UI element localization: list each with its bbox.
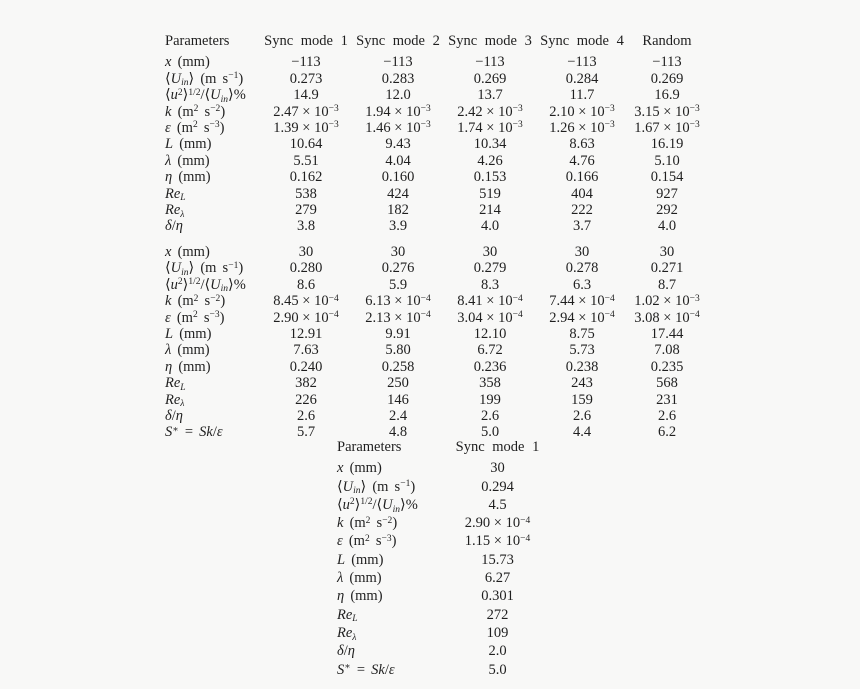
row-label: L (mm) bbox=[165, 136, 212, 153]
cell-value: 4.76 bbox=[569, 152, 595, 169]
table-row bbox=[165, 342, 706, 358]
cell-value: 0.276 bbox=[381, 260, 415, 277]
table-row bbox=[165, 260, 706, 276]
table-row bbox=[337, 642, 545, 660]
row-label: k ($m^2$ $s^{-2}$) bbox=[165, 103, 226, 120]
row-label: x (mm) bbox=[165, 243, 210, 260]
cell-value: $3.04 \times 10^{-4}$ bbox=[457, 309, 523, 326]
cell-value: −113 bbox=[291, 54, 321, 71]
table-row bbox=[165, 104, 706, 120]
cell-value: 0.269 bbox=[650, 70, 684, 87]
cell-value: 146 bbox=[387, 391, 409, 408]
row-label: ε ($m^2$ $s^{-3}$) bbox=[165, 309, 225, 326]
cell-value: 231 bbox=[656, 391, 678, 408]
cell-value: 4.26 bbox=[477, 152, 503, 169]
single-mode-parameters-table bbox=[337, 438, 545, 679]
table-row bbox=[165, 277, 706, 293]
table-row bbox=[165, 326, 706, 342]
row-label: ε ($m^2$ $s^{-3}$) bbox=[165, 120, 225, 137]
table-row bbox=[337, 459, 545, 477]
cell-value: 5.51 bbox=[293, 152, 319, 169]
cell-value: 0.240 bbox=[289, 358, 323, 375]
row-label: $⟨U_{in}⟩$ (m $s^{-1}$) bbox=[165, 70, 244, 89]
row-label: k ($m^2$ $s^{-2}$) bbox=[337, 515, 398, 532]
header-row bbox=[165, 33, 706, 54]
cell-value: 0.235 bbox=[650, 358, 684, 375]
cell-value: 4.0 bbox=[657, 218, 677, 235]
cell-value: 222 bbox=[571, 202, 593, 219]
cell-value: 0.269 bbox=[473, 70, 507, 87]
row-label: $Re_L$ bbox=[165, 185, 186, 204]
cell-value: 0.284 bbox=[565, 70, 599, 87]
main-table-body bbox=[165, 54, 706, 440]
cell-value: 0.283 bbox=[381, 70, 415, 87]
cell-value: 6.3 bbox=[572, 276, 592, 293]
table-row bbox=[165, 359, 706, 375]
cell-value: 10.64 bbox=[289, 136, 323, 153]
row-label: L (mm) bbox=[165, 325, 212, 342]
cell-value: 358 bbox=[479, 375, 501, 392]
cell-value: 4.04 bbox=[385, 152, 411, 169]
cell-value: $1.94 \times 10^{-3}$ bbox=[365, 103, 431, 120]
column-header-random: Random bbox=[642, 33, 692, 49]
cell-value: 30 bbox=[659, 243, 675, 260]
cell-value: 11.7 bbox=[569, 87, 595, 104]
cell-value: 16.9 bbox=[654, 87, 680, 104]
cell-value: $1.46 \times 10^{-3}$ bbox=[365, 120, 431, 137]
cell-value: $2.10 \times 10^{-3}$ bbox=[549, 103, 615, 120]
cell-value: 159 bbox=[571, 391, 593, 408]
cell-value: 7.63 bbox=[293, 342, 319, 359]
row-label: $⟨u^2⟩^{1/2}/⟨U_{in}⟩\%$ bbox=[165, 276, 246, 295]
table-row bbox=[337, 587, 545, 605]
cell-value: 0.238 bbox=[565, 358, 599, 375]
cell-value: 8.75 bbox=[569, 325, 595, 342]
table-row bbox=[337, 624, 545, 642]
row-label: x (mm) bbox=[165, 54, 210, 71]
cell-value: 13.7 bbox=[477, 87, 503, 104]
cell-value: 382 bbox=[295, 375, 317, 392]
table-row bbox=[337, 661, 545, 679]
cell-value: 2.4 bbox=[388, 407, 408, 424]
cell-value: 6.27 bbox=[484, 570, 511, 587]
cell-value: 30 bbox=[298, 243, 314, 260]
row-label: λ (mm) bbox=[337, 570, 382, 587]
cell-value: 8.63 bbox=[569, 136, 595, 153]
cell-value: 30 bbox=[482, 243, 498, 260]
cell-value: 279 bbox=[295, 202, 317, 219]
cell-value: 0.279 bbox=[473, 260, 507, 277]
cell-value: $8.41 \times 10^{-4}$ bbox=[457, 293, 523, 310]
cell-value: $1.02 \times 10^{-3}$ bbox=[634, 293, 700, 310]
cell-value: 6.2 bbox=[657, 424, 677, 441]
row-label: ε ($m^2$ $s^{-3}$) bbox=[337, 533, 397, 550]
cell-value: 272 bbox=[486, 606, 509, 623]
row-label: $⟨u^2⟩^{1/2}/⟨U_{in}⟩\%$ bbox=[165, 87, 246, 105]
cell-value: 0.154 bbox=[650, 169, 684, 186]
row-label: k ($m^2$ $s^{-2}$) bbox=[165, 293, 226, 310]
cell-value: −113 bbox=[652, 54, 682, 71]
row-label: $Re_L$ bbox=[165, 375, 186, 393]
cell-value: 15.73 bbox=[481, 551, 514, 568]
cell-value: 8.7 bbox=[657, 276, 677, 293]
cell-value: 0.160 bbox=[381, 169, 415, 186]
table-row bbox=[165, 244, 706, 260]
cell-value: 5.0 bbox=[480, 424, 500, 441]
cell-value: 12.10 bbox=[473, 325, 507, 342]
table-row bbox=[337, 496, 545, 514]
cell-value: $1.26 \times 10^{-3}$ bbox=[549, 120, 615, 137]
row-label: δ/η bbox=[165, 407, 183, 424]
table-row bbox=[337, 569, 545, 587]
row-label: L (mm) bbox=[337, 551, 384, 568]
table-row bbox=[337, 551, 545, 569]
cell-value: 0.236 bbox=[473, 358, 507, 375]
cell-value: 243 bbox=[571, 375, 593, 392]
cell-value: 5.0 bbox=[488, 661, 507, 678]
cell-value: 0.271 bbox=[650, 260, 684, 277]
cell-value: 292 bbox=[656, 202, 678, 219]
cell-value: 17.44 bbox=[650, 325, 684, 342]
cell-value: 4.4 bbox=[572, 424, 592, 441]
cell-value: 0.273 bbox=[289, 70, 323, 87]
row-label: λ (mm) bbox=[165, 152, 210, 169]
cell-value: 16.19 bbox=[650, 136, 684, 153]
cell-value: 2.6 bbox=[657, 407, 677, 424]
cell-value: $1.74 \times 10^{-3}$ bbox=[457, 120, 523, 137]
table-row bbox=[337, 514, 545, 532]
cell-value: 5.9 bbox=[388, 276, 408, 293]
table-row bbox=[165, 186, 706, 202]
cell-value: $7.44 \times 10^{-4}$ bbox=[549, 293, 615, 310]
cell-value: 2.6 bbox=[296, 407, 316, 424]
row-label: $Re_\lambda$ bbox=[165, 391, 185, 410]
cell-value: 7.08 bbox=[654, 342, 680, 359]
cell-value: 30 bbox=[490, 460, 505, 477]
row-label: $⟨U_{in}⟩$ (m $s^{-1}$) bbox=[337, 478, 416, 497]
cell-value: 2.6 bbox=[572, 407, 592, 424]
block-spacer bbox=[165, 235, 706, 244]
cell-value: 3.7 bbox=[572, 218, 592, 235]
table-row bbox=[165, 153, 706, 169]
cell-value: 10.34 bbox=[473, 136, 507, 153]
cell-value: 3.8 bbox=[296, 218, 316, 235]
table-row bbox=[165, 71, 706, 87]
cell-value: 226 bbox=[295, 391, 317, 408]
row-label: $Re_\lambda$ bbox=[337, 624, 357, 643]
table-row bbox=[165, 408, 706, 424]
cell-value: 8.3 bbox=[480, 276, 500, 293]
cell-value: 0.301 bbox=[481, 588, 514, 605]
cell-value: 5.7 bbox=[296, 424, 316, 441]
cell-value: 12.91 bbox=[289, 325, 323, 342]
turbulence-parameters-table bbox=[165, 33, 706, 441]
table-row bbox=[165, 54, 706, 70]
table-row bbox=[165, 87, 706, 103]
row-label: $Re_L$ bbox=[337, 606, 358, 625]
table-row bbox=[165, 120, 706, 136]
row-label: λ (mm) bbox=[165, 342, 210, 359]
cell-value: 0.294 bbox=[481, 478, 514, 495]
table-row bbox=[165, 202, 706, 218]
cell-value: $2.42 \times 10^{-3}$ bbox=[457, 103, 523, 120]
cell-value: 2.0 bbox=[488, 643, 507, 660]
cell-value: 5.73 bbox=[569, 342, 595, 359]
cell-value: $2.94 \times 10^{-4}$ bbox=[549, 309, 615, 326]
cell-value: 2.6 bbox=[480, 407, 500, 424]
table-row bbox=[165, 169, 706, 185]
cell-value: 519 bbox=[479, 185, 501, 202]
table-row bbox=[165, 392, 706, 408]
table-row bbox=[165, 310, 706, 326]
cell-value: 4.5 bbox=[488, 496, 507, 513]
cell-value: −113 bbox=[475, 54, 505, 71]
cell-value: $3.15 \times 10^{-3}$ bbox=[634, 103, 700, 120]
cell-value: 109 bbox=[486, 624, 509, 641]
cell-value: 0.162 bbox=[289, 169, 323, 186]
row-label: x (mm) bbox=[337, 460, 382, 477]
cell-value: 0.278 bbox=[565, 260, 599, 277]
cell-value: 927 bbox=[656, 185, 678, 202]
cell-value: 0.258 bbox=[381, 358, 415, 375]
row-label: S∗ = Sk/ε bbox=[165, 424, 223, 441]
table-row bbox=[165, 218, 706, 234]
row-label: S∗ = Sk/ε bbox=[337, 661, 395, 678]
cell-value: $6.13 \times 10^{-4}$ bbox=[365, 293, 431, 310]
cell-value: 30 bbox=[574, 243, 590, 260]
cell-value: $1.15 \times 10^{-4}$ bbox=[464, 533, 531, 550]
column-header-sync-mode-3: Sync mode 3 bbox=[448, 33, 532, 49]
cell-value: 9.43 bbox=[385, 136, 411, 153]
cell-value: 250 bbox=[387, 375, 409, 392]
cell-value: 0.280 bbox=[289, 260, 323, 277]
row-label: η (mm) bbox=[165, 358, 211, 375]
single-table-body bbox=[337, 459, 545, 679]
cell-value: 8.6 bbox=[296, 276, 316, 293]
row-label: η (mm) bbox=[165, 169, 211, 186]
cell-value: 9.91 bbox=[385, 325, 411, 342]
cell-value: 5.10 bbox=[654, 152, 680, 169]
table-row bbox=[165, 375, 706, 391]
cell-value: 538 bbox=[295, 185, 317, 202]
cell-value: 3.9 bbox=[388, 218, 408, 235]
cell-value: 199 bbox=[479, 391, 501, 408]
cell-value: −113 bbox=[383, 54, 413, 71]
cell-value: $3.08 \times 10^{-4}$ bbox=[634, 309, 700, 326]
cell-value: $2.13 \times 10^{-4}$ bbox=[365, 309, 431, 326]
cell-value: 30 bbox=[390, 243, 406, 260]
row-label: η (mm) bbox=[337, 588, 383, 605]
cell-value: 14.9 bbox=[293, 87, 319, 104]
cell-value: $1.67 \times 10^{-3}$ bbox=[634, 120, 700, 137]
row-label: δ/η bbox=[337, 643, 355, 660]
table-row bbox=[337, 532, 545, 550]
row-label: δ/η bbox=[165, 218, 183, 235]
cell-value: 0.166 bbox=[565, 169, 599, 186]
cell-value: 5.80 bbox=[385, 342, 411, 359]
cell-value: $2.90 \times 10^{-4}$ bbox=[464, 515, 531, 532]
cell-value: 4.0 bbox=[480, 218, 500, 235]
cell-value: 214 bbox=[479, 202, 501, 219]
column-header-sync-mode-1: Sync mode 1 bbox=[264, 33, 348, 49]
row-label: $⟨u^2⟩^{1/2}/⟨U_{in}⟩\%$ bbox=[337, 496, 418, 515]
column-header-sync-mode-2: Sync mode 2 bbox=[356, 33, 440, 49]
column-header-parameters: Parameters bbox=[165, 33, 230, 49]
cell-value: 424 bbox=[387, 185, 409, 202]
cell-value: 568 bbox=[656, 375, 678, 392]
cell-value: 12.0 bbox=[385, 87, 411, 104]
cell-value: 6.72 bbox=[477, 342, 503, 359]
cell-value: 0.153 bbox=[473, 169, 507, 186]
row-label: $Re_\lambda$ bbox=[165, 202, 185, 220]
column-header-sync-mode-1: Sync mode 1 bbox=[455, 439, 540, 455]
cell-value: 182 bbox=[387, 202, 409, 219]
header-row bbox=[337, 438, 545, 459]
cell-value: $2.47 \times 10^{-3}$ bbox=[273, 103, 339, 120]
cell-value: 4.8 bbox=[388, 424, 408, 441]
table-row bbox=[337, 606, 545, 624]
table-row bbox=[337, 478, 545, 496]
cell-value: $8.45 \times 10^{-4}$ bbox=[273, 293, 339, 310]
cell-value: 404 bbox=[571, 185, 593, 202]
column-header-sync-mode-4: Sync mode 4 bbox=[540, 33, 624, 49]
cell-value: $2.90 \times 10^{-4}$ bbox=[273, 309, 339, 326]
table-row bbox=[165, 293, 706, 309]
cell-value: $1.39 \times 10^{-3}$ bbox=[273, 120, 339, 137]
table-row bbox=[165, 136, 706, 152]
row-label: $⟨U_{in}⟩$ (m $s^{-1}$) bbox=[165, 260, 244, 278]
column-header-parameters: Parameters bbox=[337, 439, 402, 455]
cell-value: −113 bbox=[567, 54, 597, 71]
